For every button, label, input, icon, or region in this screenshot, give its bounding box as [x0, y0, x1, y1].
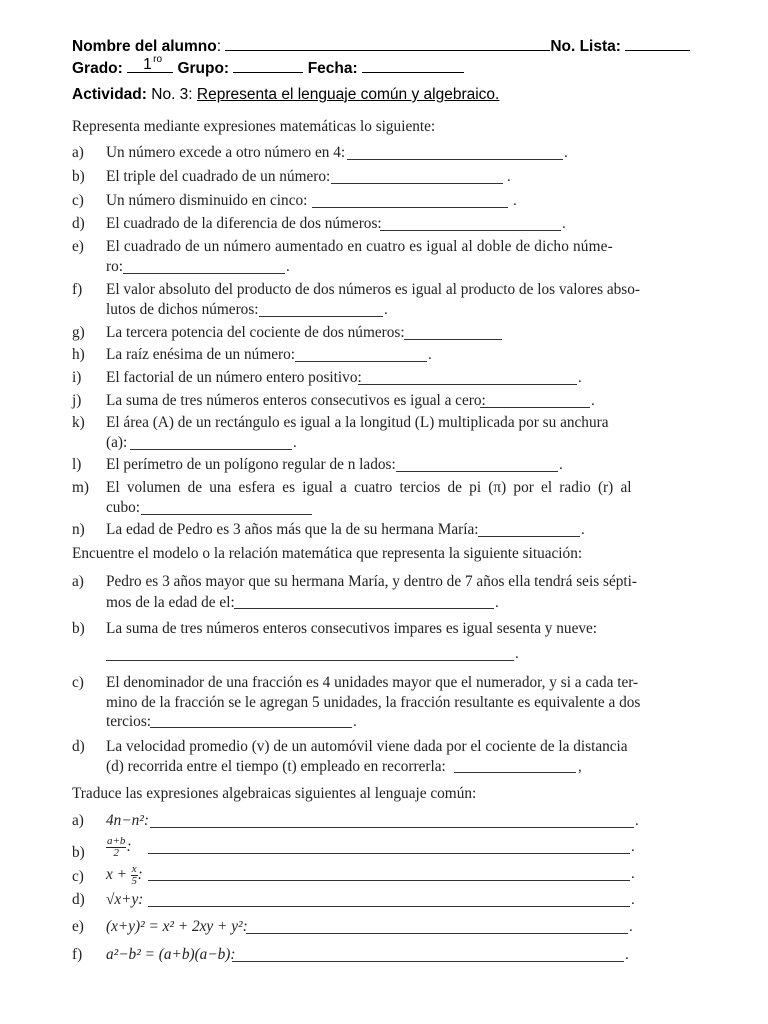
item-label: b) — [72, 844, 85, 861]
item-label: h) — [72, 346, 85, 363]
item-label: b) — [72, 620, 85, 637]
s1-answer-line-f[interactable] — [259, 316, 383, 317]
section-3-title: Traduce las expresiones algebraicas siguientes al lenguaje común: — [72, 785, 477, 802]
section-2-title: Encuentre el modelo o la relación matemática que representa la siguiente situación: — [72, 545, 583, 562]
item-text: lutos de dichos números: — [106, 301, 259, 318]
s3-answer-line-c[interactable] — [148, 880, 630, 881]
item-label: a) — [72, 812, 84, 829]
date-label: Fecha: — [307, 60, 358, 77]
item-expression: √x+y: — [106, 891, 144, 908]
s1-answer-line-e[interactable] — [123, 273, 285, 274]
s2-answer-line-c[interactable] — [150, 727, 352, 728]
fraction — [106, 836, 126, 859]
item-text: El cuadrado de un número aumentado en cuatro es igual al doble de dicho núme- — [106, 238, 613, 255]
s2-answer-line-a[interactable] — [234, 608, 494, 609]
s1-answer-line-d[interactable] — [380, 230, 561, 231]
item-text: La tercera potencia del cociente de dos números: — [106, 324, 405, 341]
item-text: El triple del cuadrado de un número: — [106, 168, 331, 185]
item-text: tercios: — [106, 713, 152, 730]
item-expression — [106, 836, 132, 859]
item-expression: a²−b² = (a+b)(a−b): — [106, 946, 236, 963]
worksheet-page: Nombre del alumno: No. Lista: Grado: 1 ro Grupo: Fecha: Actividad: No. 3: Representa el lenguaje común y algebraico. Representa mediante expresiones matemáticas lo siguiente: a) Un número excede a otro número en 4: . b) El triple del cuadrado de un número: . c) Un número disminuido en cinco: . d) El cuadrado de la diferencia de dos números: . e) El cuadrado de un número aumentado en cuatro es igual al doble de dicho núme- ro: . f) El valor absoluto del producto de dos números es igual al producto de los valores abso- lutos de dichos números: . g) La tercera potencia del cociente de dos números: h) La raíz enésima de un número: . i) El factorial de un número entero positivo: . j) La suma de tres números enteros consecutivos es igual a cero: . k) El área (A) de un rectángulo es igual a la longitud (L) multiplicada por su anchura (a): . l) El perímetro de un polígono regular de n lados: . m) El volumen de una esfera es igual a cuatro tercios de pi (π) por el radio (r) al cubo: n) La edad de Pedro es 3 años más que la de su hermana María: . Encuentre el modelo o la relación matemática que representa la siguiente situación: a) Pedro es 3 años mayor que su hermana María, y dentro de 7 años ella tendrá seis sépti- mos de la edad de el: . b) La suma de tres números enteros consecutivos impares es igual sesenta y nueve: . c) El denominador de una fracción es 4 unidades mayor que el numerador, y si a cada ter- mino de la fracción se le agregan 5 unidades, la fracción resultante es equivalente a dos tercios: . d) La velocidad promedio (v) de un automóvil viene dada por el cociente de la distancia (d) recorrida entre el tiempo (t) empleado en recorrerla: , Traduce las expresiones algebraicas siguientes al lenguaje común: a) 4n−n²: . b) $\frac{a+b}{2}$ : . c) x + $\frac{x}{5}$ : . d) √x+y: . e) (x+y)² = x² + 2xy + y²: . f) a²−b² = (a+b)(a−b): . — [0, 0, 768, 1024]
item-text: La suma de tres números enteros consecutivos es igual a cero: — [106, 392, 486, 409]
grade-value: 1 — [143, 56, 152, 73]
fraction-denominator: 5 — [131, 875, 137, 887]
item-expression: 4n−n²: — [106, 812, 149, 829]
date-field[interactable] — [362, 58, 464, 73]
item-text: El valor absoluto del producto de dos números es igual al producto de los valores abso- — [106, 281, 640, 298]
item-text: El denominador de una fracción es 4 unidades mayor que el numerador, y si a cada ter- — [106, 674, 639, 691]
item-label: d) — [72, 738, 85, 755]
s3-answer-line-f[interactable] — [232, 961, 624, 962]
s1-answer-line-h[interactable] — [295, 361, 427, 362]
activity-row — [72, 86, 499, 104]
item-label: e) — [72, 918, 84, 935]
s3-answer-line-a[interactable] — [150, 827, 634, 828]
item-text: Pedro es 3 años mayor que su hermana María, y dentro de 7 años ella tendrá seis sépti- — [106, 573, 637, 590]
header-row-2 — [72, 54, 464, 78]
s2-answer-line-d[interactable] — [454, 772, 576, 773]
item-label: j) — [72, 392, 82, 409]
fraction-numerator: a+b — [107, 835, 126, 847]
s3-answer-line-e[interactable] — [246, 933, 628, 934]
expression-prefix: x + — [106, 866, 131, 884]
fraction — [131, 864, 138, 887]
item-label: c) — [72, 674, 84, 691]
item-label: k) — [72, 414, 85, 431]
s3-answer-line-d[interactable] — [148, 906, 630, 907]
student-name-label: Nombre del alumno — [72, 38, 217, 55]
fraction-numerator: x — [131, 863, 137, 875]
item-text: ro: — [106, 258, 123, 275]
item-label: c) — [72, 192, 84, 209]
item-text: cubo: — [106, 499, 140, 516]
item-text: El volumen de una esfera es igual a cuatro tercios de pi (π) por el radio (r) al — [106, 479, 632, 496]
s3-answer-line-b[interactable] — [148, 853, 630, 854]
item-text: El cuadrado de la diferencia de dos números: — [106, 215, 382, 232]
student-name-field[interactable] — [225, 36, 550, 51]
section-1-title: Representa mediante expresiones matemáticas lo siguiente: — [72, 118, 436, 135]
s1-answer-line-b[interactable] — [331, 183, 503, 184]
activity-number: No. 3: — [151, 86, 193, 103]
activity-label: Actividad: — [72, 86, 147, 103]
item-label: f) — [72, 946, 83, 963]
item-text: mos de la edad de el: — [106, 594, 235, 611]
s1-answer-line-i[interactable] — [358, 384, 577, 385]
fraction-denominator: 2 — [113, 847, 119, 859]
grade-field[interactable] — [127, 54, 173, 73]
s1-answer-line-m[interactable] — [141, 514, 312, 515]
item-text: (d) recorrida entre el tiempo (t) empleado en recorrerla: — [106, 758, 446, 775]
item-label: f) — [72, 281, 83, 298]
s1-answer-line-j[interactable] — [480, 407, 590, 408]
item-label: g) — [72, 324, 85, 341]
list-number-label: No. Lista: — [550, 38, 621, 55]
item-text: El factorial de un número entero positivo: — [106, 369, 362, 386]
s1-answer-line-g[interactable] — [404, 339, 502, 340]
expression-tail: : — [137, 866, 143, 884]
group-field[interactable] — [233, 58, 303, 73]
s1-answer-line-l[interactable] — [396, 471, 558, 472]
item-text: La edad de Pedro es 3 años más que la de su hermana María: — [106, 521, 479, 538]
s1-answer-line-k[interactable] — [130, 449, 292, 450]
item-text: El perímetro de un polígono regular de n lados: — [106, 456, 396, 473]
item-label: e) — [72, 238, 84, 255]
activity-title: Representa el lenguaje común y algebraico. — [196, 86, 500, 103]
s1-answer-line-a[interactable] — [347, 159, 563, 160]
group-label: Grupo: — [177, 60, 230, 77]
item-text: La suma de tres números enteros consecutivos impares es igual sesenta y nueve: — [106, 620, 598, 637]
item-text: (a): — [106, 434, 128, 451]
list-number-field[interactable] — [625, 36, 690, 51]
item-label: i) — [72, 369, 82, 386]
item-expression — [106, 864, 143, 887]
item-text: El área (A) de un rectángulo es igual a la longitud (L) multiplicada por su anchura — [106, 414, 609, 431]
item-label: m) — [72, 479, 89, 496]
item-label: a) — [72, 144, 84, 161]
item-label: l) — [72, 456, 82, 473]
s1-answer-line-n[interactable] — [478, 536, 580, 537]
header-row-1: Nombre del alumno: No. Lista: — [72, 36, 690, 56]
item-text: mino de la fracción se le agregan 5 unidades, la fracción resultante es equivalente a dos — [106, 694, 641, 711]
item-label: d) — [72, 215, 85, 232]
expression-tail: : — [126, 838, 132, 856]
item-label: d) — [72, 891, 85, 908]
item-text: La velocidad promedio (v) de un automóvil viene dada por el cociente de la distancia — [106, 738, 628, 755]
item-text: Un número excede a otro número en 4: — [106, 144, 346, 161]
item-label: n) — [72, 521, 85, 538]
item-text: La raíz enésima de un número: — [106, 346, 296, 363]
item-label: c) — [72, 868, 84, 885]
item-label: b) — [72, 168, 85, 185]
grade-label: Grado: — [72, 60, 123, 77]
s1-answer-line-c[interactable] — [312, 207, 508, 208]
s2-answer-line-b[interactable] — [106, 660, 514, 661]
item-label: a) — [72, 573, 84, 590]
item-text: Un número disminuido en cinco: — [106, 192, 308, 209]
grade-superscript: ro — [153, 54, 163, 65]
item-expression: (x+y)² = x² + 2xy + y²: — [106, 918, 248, 935]
